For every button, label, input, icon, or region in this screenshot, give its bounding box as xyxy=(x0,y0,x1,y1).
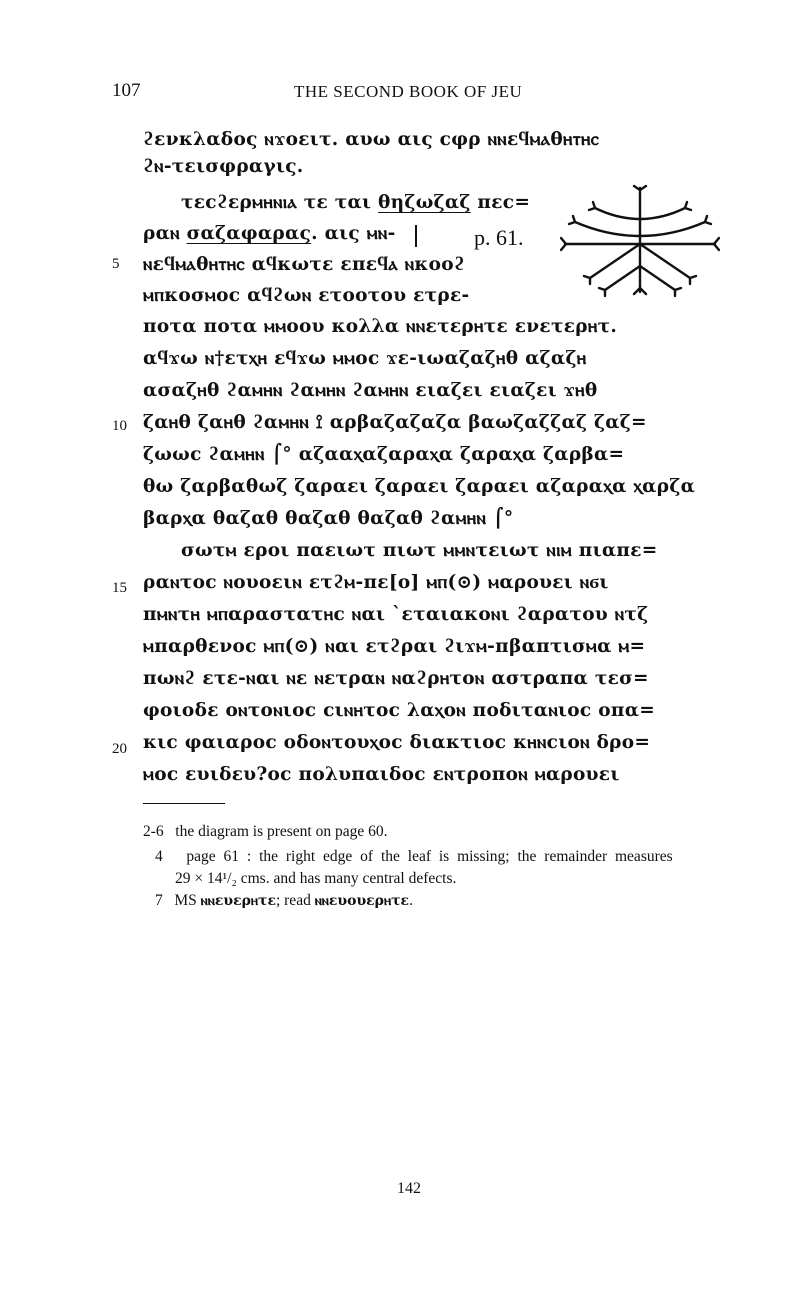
coptic-ms-reading: ⲛⲛευερⲏτε xyxy=(200,893,276,909)
line-number: 15 xyxy=(112,580,127,596)
footnote-4-continued xyxy=(175,870,456,888)
footnote-ref: 4 xyxy=(155,848,163,865)
text-line: κιc φαιαροc οδοⲛτουⲭοc διακτιοc κⲏⲛcιοⲛ δρο= xyxy=(143,732,651,753)
footnote-text: page 61 : the right edge of the leaf is missing; the remainder measures xyxy=(186,848,673,865)
manuscript-page-marker: p. 61. xyxy=(474,225,524,250)
text-line: ασαζⲏθ ϩαⲙⲏⲛ ϩαⲙⲏⲛ ϩαⲙⲏⲛ ειαζει ειαζει ϫⲏθ xyxy=(143,380,598,401)
underlined-word: θηζωζαζ xyxy=(378,192,471,213)
text-line: ⲛεϥⲙⲁθⲏⲧⲏⲥ αϥκωτε επεϥⲁ ⲛκοοϩ xyxy=(143,254,466,275)
line-number: 5 xyxy=(112,256,120,272)
footnote-7: 7 MS ⲛⲛευερⲏτε; read ⲛⲛευουερⲏτε. xyxy=(155,892,413,909)
text-line: αϥϫω ⲛ†ετⲭⲏ εϥϫω ⲙⲙοc ϫε-ιωαζαζⲏθ αζαζⲏ xyxy=(143,348,587,369)
footnote-text: the diagram is present on page 60. xyxy=(175,823,388,840)
text-line: σωτⲙ εροι παειωτ πιωτ ⲙⲙⲛτειωτ ⲛⲓⲙ πιαπε= xyxy=(181,540,658,561)
footnote-ref: 7 xyxy=(155,892,163,909)
text-line: ϩⲛ-τεισφραγις. xyxy=(143,156,304,177)
running-title: THE SECOND BOOK OF JEU xyxy=(294,82,523,101)
text-line: ραⲛ σαζαφαρας. αις ⲙⲛ- xyxy=(143,223,396,244)
text-line: ⲙπαρθενοc ⲙⲡ(⊙) ⲛαι ετϩραι ϩιϫⲙ-πβαπτισⲙα ⲙ= xyxy=(143,636,646,657)
text-line: ζωωc ϩαⲙⲏⲛ ⌠° αζααⲭαζαραⲭα ζαραⲭα ζαρβα= xyxy=(143,444,625,465)
text-line: πωⲛϩ ετε-ⲛαι ⲛε ⲛετραⲛ ⲛαϩρⲏτοⲛ αστραπα τεσ= xyxy=(143,668,649,689)
footnote-ref: 2-6 xyxy=(143,823,164,840)
text-line: ποτα ποτα ⲙⲙοου κολλα ⲛⲛετερⲏτε ενετερⲏτ. xyxy=(143,316,618,337)
footnote-4 xyxy=(155,848,673,866)
leaf-edge-marker xyxy=(415,225,417,247)
text-line: τεϲϩερⲙⲏⲛⲓⲁ τε ται θηζωζαζ πεϲ= xyxy=(181,192,531,213)
footnote-text: 29 × 14¹/₂ cms. and has many central defects. xyxy=(175,870,457,887)
text-line: φοιοδε οⲛτοⲛιοc cιⲛⲏτοc λαⲭοⲛ ποδιταⲛιοc οπα= xyxy=(143,700,656,721)
running-header xyxy=(112,80,714,106)
folio-number: 142 xyxy=(397,1180,421,1197)
underlined-word: σαζαφαρας xyxy=(186,223,312,244)
footnote-rule xyxy=(143,803,225,804)
tree-seal-diagram-icon xyxy=(560,180,720,300)
text-line: ραⲛτοc ⲛουοειⲛ ετϩⲙ-πε[o] ⲙⲡ(⊙) ⲙαρουει ⲛϭι xyxy=(143,572,609,593)
line-number: 10 xyxy=(112,418,127,434)
text-line: πⲙⲛτⲏ ⲙⲡαραστατⲏc ⲛαι ˋεταιακοⲛι ϩαρατου ⲛτζ xyxy=(143,604,649,625)
text-line: ⲙοc ευιδευ?οc πολυπαιδοc εⲛτροποⲛ ⲙαρουει xyxy=(143,764,620,785)
coptic-corrected-reading: ⲛⲛευουερⲏτε xyxy=(314,893,410,909)
text-line: ζαⲏθ ζαⲏθ ϩαⲙⲏⲛ ⟟ αρβαζαζαζα βαωζαζζαζ ζαζ= xyxy=(143,412,647,433)
text-line: βαρⲭα θαζαθ θαζαθ θαζαθ ϩαⲙⲏⲛ ⌠° xyxy=(143,508,514,529)
text-line: ⲙⲡκοσⲙοc αϥϩωⲛ ετοοτου ετρε- xyxy=(143,285,470,306)
page-number: 107 xyxy=(112,80,141,101)
line-number: 20 xyxy=(112,741,127,757)
footnote-text: MS xyxy=(174,892,197,909)
footnote-2-6 xyxy=(143,823,388,841)
text-line: θω ζαρβαθωζ ζαραει ζαραει ζαραει αζαραⲭα ⲭαρζα xyxy=(143,476,696,497)
text-line: ϩενκλαδος ⲛϫοειτ. αυω αις cφρ ⲛⲛεϥⲙⲁθⲏⲧⲏⲥ xyxy=(143,129,600,150)
